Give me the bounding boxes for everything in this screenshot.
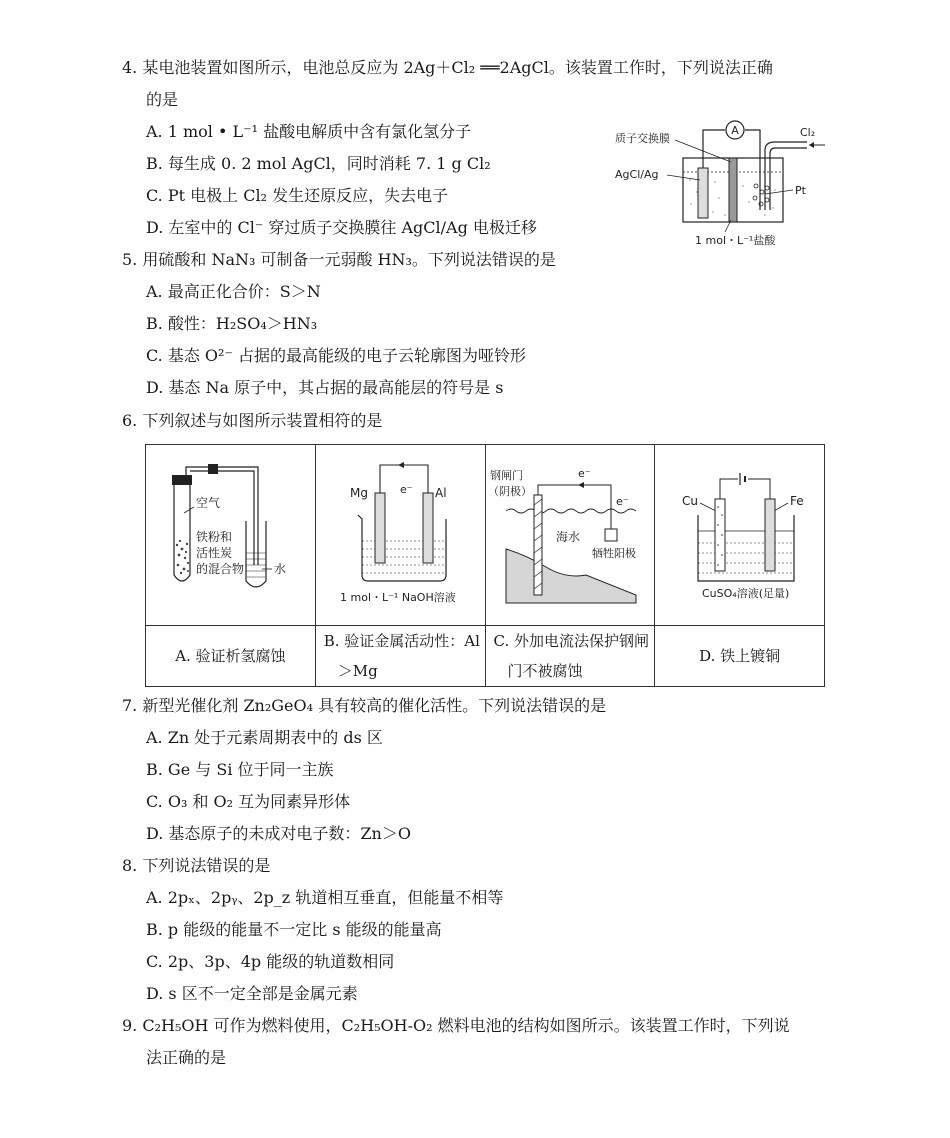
cl2-label: Cl₂ [800, 126, 816, 139]
q4-stem-line2: 的是 [146, 90, 179, 109]
q7-option-b: B. Ge 与 Si 位于同一主族 [146, 760, 334, 779]
fig-c-electron-top: e⁻ [577, 467, 591, 480]
q7-stem: 7. 新型光催化剂 Zn₂GeO₄ 具有较高的催化活性。下列说法错误的是 [122, 696, 607, 715]
q6-caption-c [485, 626, 655, 687]
q7-option-c: C. O₃ 和 O₂ 互为同素异形体 [146, 792, 351, 811]
q5-option-c: C. 基态 O²⁻ 占据的最高能级的电子云轮廓图为哑铃形 [146, 346, 526, 365]
fig-c-electron-side: e⁻ [615, 495, 629, 508]
q6-caption-a: A. 验证析氢腐蚀 [146, 626, 316, 687]
q6-caption-d: D. 铁上镀铜 [655, 626, 825, 687]
q6-caption-c-line2: 门不被腐蚀 [507, 662, 583, 680]
fig-d-solution-label: CuSO₄溶液(足量) [701, 587, 789, 600]
q8-stem: 8. 下列说法错误的是 [122, 856, 271, 875]
q4-option-d: D. 左室中的 Cl⁻ 穿过质子交换膜往 AgCl/Ag 电极迁移 [146, 218, 537, 237]
fig-d-cu-label: Cu [681, 494, 698, 508]
fig-c-sea-label: 海水 [555, 530, 580, 544]
fig-a-mix-line2: 活性炭 [196, 546, 233, 560]
q5-stem: 5. 用硫酸和 NaN₃ 可制备一元弱酸 HN₃。下列说法错误的是 [122, 250, 556, 269]
q7-option-a: A. Zn 处于元素周期表中的 ds 区 [146, 728, 383, 747]
fig-b-electron-label: e⁻ [400, 483, 413, 496]
q6-fig-a [150, 445, 310, 615]
q6-caption-b-line1: B. 验证金属活动性：Al [323, 632, 480, 650]
q5-option-d: D. 基态 Na 原子中，其占据的最高能层的符号是 s [146, 378, 504, 397]
q9-stem-line2: 法正确的是 [146, 1048, 227, 1067]
fig-c-gate-line1: 钢闸门 [489, 469, 523, 482]
fig-b-solution-label: 1 mol・L⁻¹ NaOH溶液 [340, 591, 456, 604]
fig-a-air-label: 空气 [196, 496, 221, 510]
q6-fig-c-cell [485, 445, 655, 626]
q6-table [145, 444, 825, 687]
ammeter-label: A [731, 124, 739, 137]
q4-option-a: A. 1 mol • L⁻¹ 盐酸电解质中含有氯化氢分子 [146, 122, 472, 141]
fig-a-mix-line3: 的混合物 [196, 562, 245, 576]
q6-caption-c-line1: C. 外加电流法保护钢闸 [493, 632, 649, 650]
fig-c-anode-label: 牺牲阳极 [591, 547, 636, 560]
q7-option-d: D. 基态原子的未成对电子数：Zn＞O [146, 824, 411, 843]
q8-option-d: D. s 区不一定全部是金属元素 [146, 984, 358, 1003]
q8-option-b: B. p 能级的能量不一定比 s 能级的能量高 [146, 920, 442, 939]
q4-option-c: C. Pt 电极上 Cl₂ 发生还原反应，失去电子 [146, 186, 449, 205]
q6-fig-b [320, 445, 480, 615]
q9-stem-line1: 9. C₂H₅OH 可作为燃料使用，C₂H₅OH-O₂ 燃料电池的结构如图所示。该装置工作时，下列说 [122, 1016, 790, 1035]
q6-caption-b [315, 626, 485, 687]
fig-b-mg-label: Mg [350, 486, 369, 500]
q8-option-a: A. 2pₓ、2pᵧ、2p_z 轨道相互垂直，但能量不相等 [146, 888, 504, 907]
q8-option-c: C. 2p、3p、4p 能级的轨道数相同 [146, 952, 395, 971]
q4-stem-line1: 4. 某电池装置如图所示，电池总反应为 2Ag＋Cl₂ ══2AgCl。该装置工作时，下列说法正确 [122, 58, 773, 77]
q6-fig-d [660, 445, 820, 615]
q4-battery-figure [615, 120, 830, 250]
q4-option-b: B. 每生成 0. 2 mol AgCl，同时消耗 7. 1 g Cl₂ [146, 154, 491, 173]
q5-option-b: B. 酸性：H₂SO₄＞HN₃ [146, 314, 318, 333]
fig-a-mix-line1: 铁粉和 [196, 530, 233, 544]
fig-a-water-label: 水 [274, 562, 287, 576]
q5-option-a: A. 最高正化合价：S＞N [146, 282, 321, 301]
q6-fig-d-cell [655, 445, 825, 626]
pt-label: Pt [795, 184, 806, 197]
electrolyte-label: 1 mol・L⁻¹盐酸 [695, 234, 776, 247]
membrane-label: 质子交换膜 [615, 132, 670, 145]
q6-fig-b-cell [315, 445, 485, 626]
fig-d-fe-label: Fe [789, 494, 804, 508]
q6-fig-c [486, 445, 656, 615]
fig-b-al-label: Al [435, 486, 447, 500]
agcl-ag-label: AgCl/Ag [615, 168, 659, 181]
q6-fig-a-cell [146, 445, 316, 626]
q6-caption-b-line2: ＞Mg [337, 662, 378, 680]
fig-c-gate-line2: （阴极） [487, 485, 532, 498]
q6-stem: 6. 下列叙述与如图所示装置相符的是 [122, 411, 383, 430]
